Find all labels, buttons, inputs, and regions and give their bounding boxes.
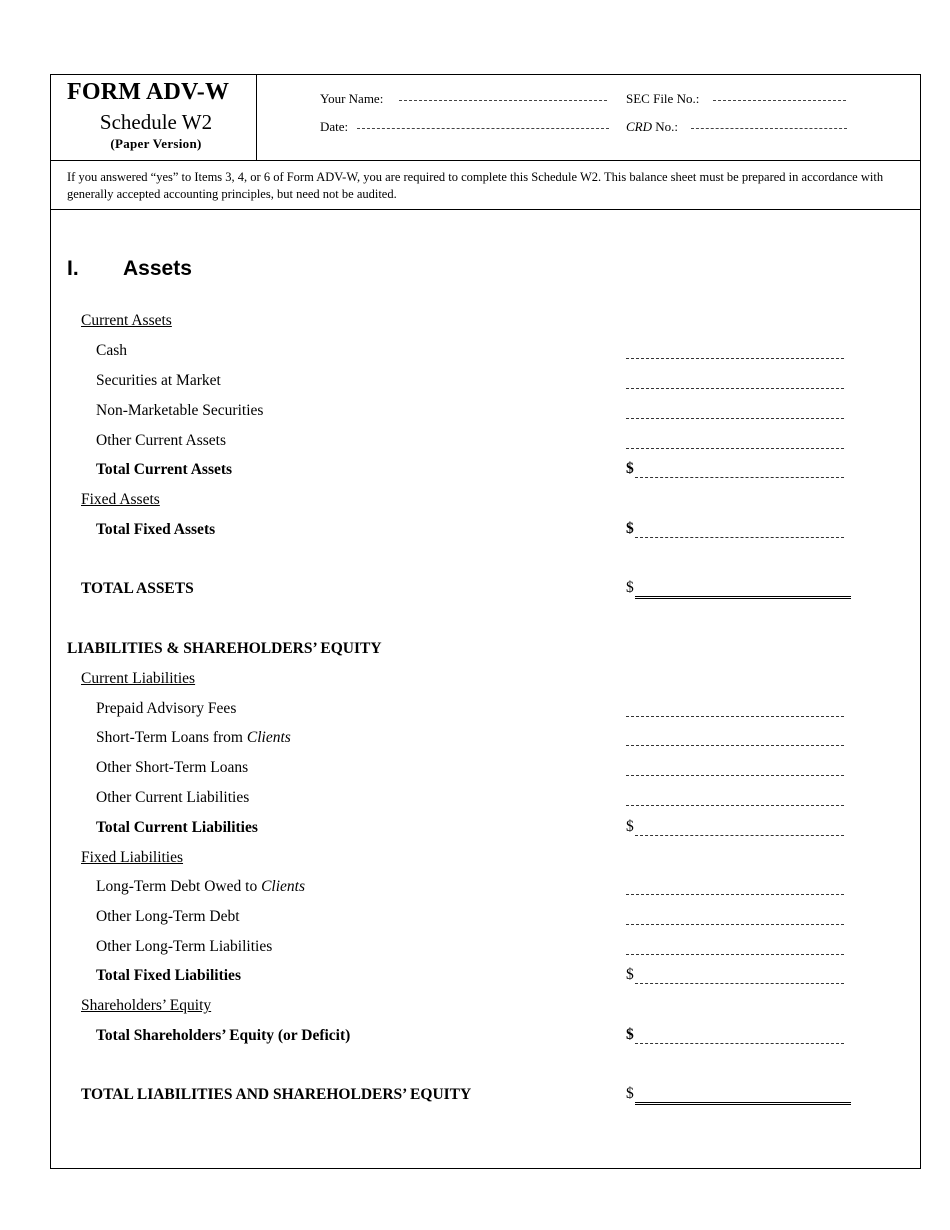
current-assets-heading: Current Assets [81, 312, 172, 329]
total-current-liabilities-label: Total Current Liabilities [96, 819, 258, 836]
total-fixed-assets-label: Total Fixed Assets [96, 521, 216, 538]
total-fixed-assets-input[interactable] [626, 521, 844, 539]
non-marketable-securities-label: Non-Marketable Securities [96, 402, 264, 419]
short-term-loans-clients-input[interactable] [626, 729, 844, 747]
crd-input[interactable] [691, 117, 847, 131]
paper-version-label: (Paper Version) [110, 136, 202, 151]
date-input[interactable] [357, 117, 609, 131]
your-name-field [320, 89, 607, 107]
your-name-input[interactable] [399, 89, 607, 103]
total-assets-label: TOTAL ASSETS [81, 580, 194, 597]
other-long-term-liabilities-label: Other Long-Term Liabilities [96, 938, 273, 955]
section-title: Assets [123, 257, 192, 280]
other-long-term-liabilities-input[interactable] [626, 938, 844, 956]
dollar-sign: $ [626, 966, 634, 983]
dollar-sign: $ [626, 520, 634, 537]
dollar-sign: $ [626, 1026, 634, 1043]
total-fixed-liabilities-label: Total Fixed Liabilities [96, 967, 241, 984]
non-marketable-securities-input[interactable] [626, 402, 844, 420]
instructions-text: If you answered “yes” to Items 3, 4, or 6 of Form ADV-W, you are required to complete this Schedule W2. This balance sheet must be prepared in accordance with generally accepted accounting principles, but need not be audited. [51, 160, 920, 210]
fixed-liabilities-heading: Fixed Liabilities [81, 849, 184, 866]
form-name: FORM ADV-W [67, 79, 230, 105]
other-current-assets-label: Other Current Assets [96, 432, 227, 449]
dollar-sign: $ [626, 1085, 634, 1102]
section-number: I. [67, 257, 79, 280]
sec-file-field [626, 89, 846, 107]
long-term-debt-clients-label: Long-Term Debt Owed to Clients [96, 878, 305, 895]
total-current-assets-input[interactable] [626, 461, 844, 479]
form-title-box [51, 75, 257, 160]
other-current-assets-input[interactable] [626, 432, 844, 450]
cash-input[interactable] [626, 342, 844, 360]
other-long-term-debt-label: Other Long-Term Debt [96, 908, 240, 925]
total-fixed-liabilities-input[interactable] [626, 967, 844, 985]
long-term-debt-clients-input[interactable] [626, 878, 844, 896]
sec-file-label: SEC File No.: [626, 91, 700, 106]
prepaid-advisory-fees-input[interactable] [626, 700, 844, 718]
total-assets-input[interactable] [626, 580, 851, 598]
date-label: Date: [320, 119, 349, 134]
securities-at-market-label: Securities at Market [96, 372, 221, 389]
sec-file-input[interactable] [713, 89, 846, 103]
other-short-term-loans-input[interactable] [626, 759, 844, 777]
dollar-sign: $ [626, 579, 634, 596]
dollar-sign: $ [626, 818, 634, 835]
total-liabilities-equity-input[interactable] [626, 1086, 851, 1104]
prepaid-advisory-fees-label: Prepaid Advisory Fees [96, 700, 237, 717]
securities-at-market-input[interactable] [626, 372, 844, 390]
total-shareholders-equity-label: Total Shareholders’ Equity (or Deficit) [96, 1027, 351, 1044]
section-heading [67, 257, 192, 281]
dollar-sign: $ [626, 460, 634, 477]
schedule-name: Schedule W2 [99, 110, 213, 134]
other-current-liabilities-input[interactable] [626, 789, 844, 807]
date-field [320, 117, 609, 135]
other-short-term-loans-label: Other Short-Term Loans [96, 759, 249, 776]
total-shareholders-equity-input[interactable] [626, 1027, 844, 1045]
total-liabilities-equity-label: TOTAL LIABILITIES AND SHAREHOLDERS’ EQUITY [81, 1086, 472, 1103]
fixed-assets-heading: Fixed Assets [81, 491, 160, 508]
short-term-loans-clients-label: Short-Term Loans from Clients [96, 729, 291, 746]
form-frame [50, 74, 921, 1169]
your-name-label: Your Name: [320, 91, 384, 106]
current-liabilities-heading: Current Liabilities [81, 670, 196, 687]
crd-field [626, 117, 847, 135]
total-current-liabilities-input[interactable] [626, 819, 844, 837]
form-header [51, 75, 920, 161]
liabilities-heading: LIABILITIES & SHAREHOLDERS’ EQUITY [67, 640, 382, 657]
other-long-term-debt-input[interactable] [626, 908, 844, 926]
crd-label: No.: [652, 119, 678, 134]
other-current-liabilities-label: Other Current Liabilities [96, 789, 250, 806]
shareholders-equity-heading: Shareholders’ Equity [81, 997, 212, 1014]
crd-label-italic: CRD [626, 119, 652, 134]
total-current-assets-label: Total Current Assets [96, 461, 233, 478]
cash-label: Cash [96, 342, 127, 359]
